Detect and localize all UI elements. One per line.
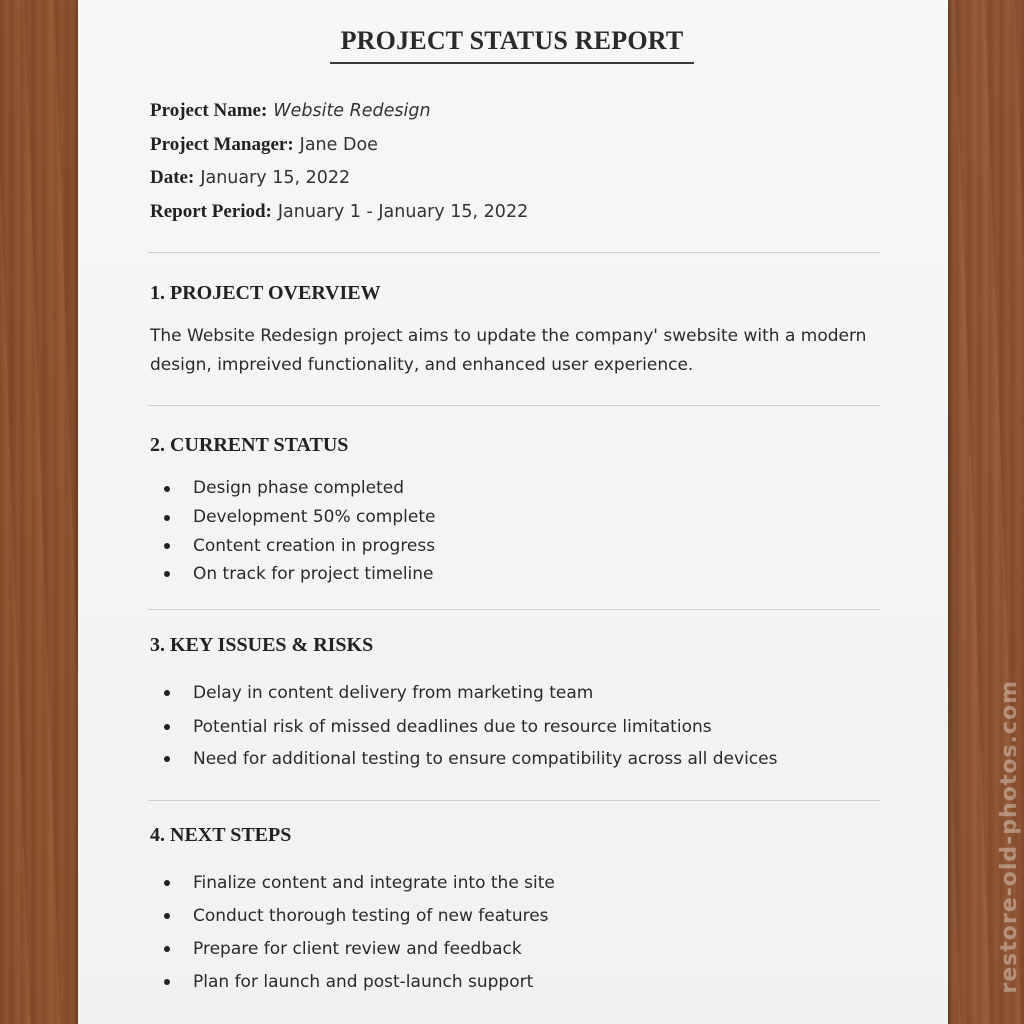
meta-project-name (150, 96, 528, 130)
watermark-text: restore-old-photos.com (997, 680, 1022, 994)
meta-value: January 15, 2022 (200, 168, 351, 188)
list-item-text: Need for additional testing to ensure compatibility across all devices (193, 749, 778, 769)
bullet-icon (164, 913, 170, 919)
list-item-text: Plan for launch and post-launch support (193, 972, 534, 992)
bullet-icon (164, 756, 170, 762)
bullet-icon (164, 543, 170, 549)
list-item (164, 474, 435, 503)
project-meta (150, 96, 528, 230)
list-item-text: Content creation in progress (193, 536, 436, 556)
list-item (164, 503, 435, 532)
list-item (164, 678, 777, 712)
meta-label: Date: (150, 167, 195, 188)
meta-label: Project Manager: (150, 133, 294, 155)
bullet-icon (164, 571, 170, 577)
meta-label: Project Name: (150, 100, 268, 121)
meta-value: Website Redesign (273, 101, 431, 121)
meta-date (150, 163, 528, 197)
list-item-text: Finalize content and integrate into the site (193, 873, 555, 893)
page-title: PROJECT STATUS REPORT (330, 26, 694, 64)
issues-list (164, 678, 777, 774)
list-item (164, 934, 555, 967)
bullet-icon (164, 515, 170, 521)
bullet-icon (164, 486, 170, 492)
meta-project-manager (150, 130, 528, 164)
list-item (164, 560, 435, 588)
list-item-text: Development 50% complete (193, 507, 436, 527)
section-heading-issues: 3. KEY ISSUES & RISKS (150, 634, 374, 656)
list-item-text: Conduct thorough testing of new features (193, 906, 549, 926)
section-heading-status: 2. CURRENT STATUS (150, 434, 349, 456)
list-item (164, 868, 555, 901)
list-item (164, 967, 555, 997)
meta-report-period (150, 197, 528, 231)
list-item (164, 901, 555, 934)
list-item-text: Prepare for client review and feedback (193, 939, 522, 959)
list-item (164, 712, 777, 744)
list-item-text: Delay in content delivery from marketing team (193, 683, 594, 703)
overview-paragraph: The Website Redesign project aims to update the company' swebsite with a modern design, impreived functionality, and enhanced user experience. (150, 326, 867, 375)
list-item-text: Design phase completed (193, 478, 404, 498)
meta-value: January 1 - January 15, 2022 (277, 201, 529, 222)
meta-value: Jane Doe (299, 134, 378, 155)
section-heading-overview: 1. PROJECT OVERVIEW (150, 282, 381, 304)
list-item (164, 744, 777, 774)
list-item-text: Potential risk of missed deadlines due to resource limitations (193, 717, 712, 737)
bullet-icon (164, 979, 170, 985)
section-divider (148, 800, 880, 801)
list-item-text: On track for project timeline (193, 564, 434, 584)
section-divider (148, 252, 880, 253)
bullet-icon (164, 880, 170, 886)
list-item (164, 532, 435, 560)
bullet-icon (164, 946, 170, 952)
section-divider (148, 609, 880, 610)
section-divider (148, 405, 880, 406)
meta-label: Report Period: (150, 200, 272, 222)
status-list (164, 474, 435, 588)
report-page (78, 0, 948, 1024)
section-heading-next-steps: 4. NEXT STEPS (150, 824, 292, 846)
next-steps-list (164, 868, 555, 997)
bullet-icon (164, 724, 170, 730)
bullet-icon (164, 690, 170, 696)
